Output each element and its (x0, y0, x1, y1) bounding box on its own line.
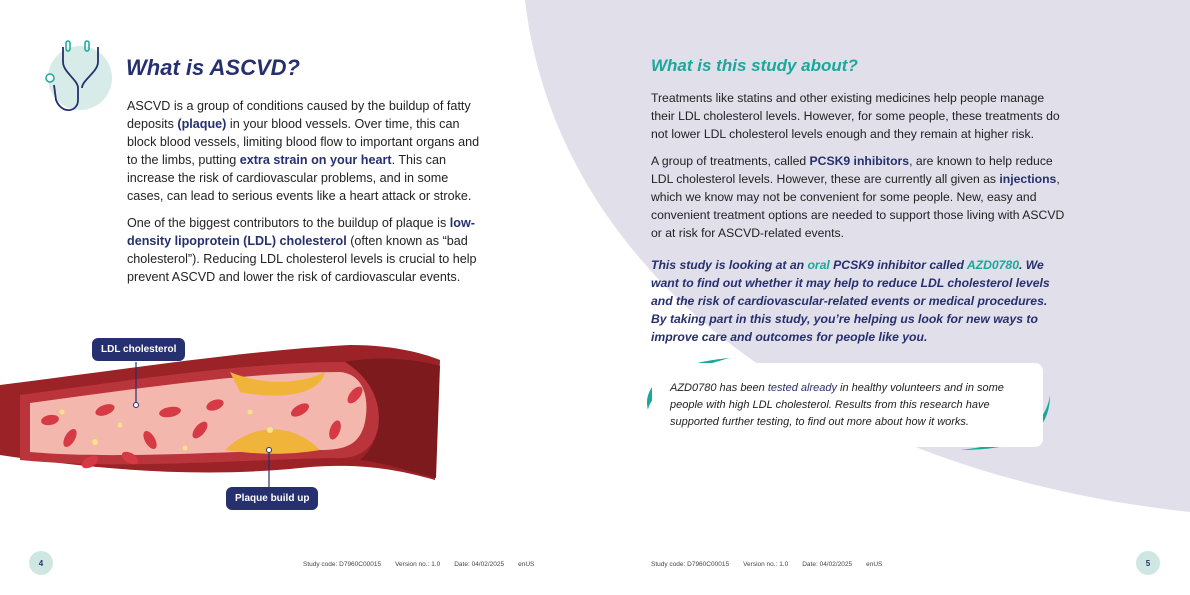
right-page-title: What is this study about? (651, 56, 858, 75)
ascvd-paragraph: ASCVD is a group of conditions caused by the buildup of fatty deposits (plaque) in your blood vessels. Over time, this can block blood vessels, limiting blood flow to important organs and to the limbs, putting extra strain on your heart. This can increase the risk of cardiovascular problems, and in some cases, can lead to serious events like a heart attack or stroke. (127, 99, 480, 203)
version: Version no.: 1.0 (395, 561, 441, 568)
footer-right (651, 561, 882, 568)
footer-left (303, 561, 534, 568)
artery-illustration (0, 345, 440, 480)
study-code: Study code: D7960C00015 (651, 561, 730, 568)
page-number-left: 4 (29, 551, 53, 575)
plaque-build-up-label: Plaque build up (226, 487, 318, 510)
ldl-cholesterol-label: LDL cholesterol (92, 338, 185, 361)
study-paragraph: This study is looking at an oral PCSK9 inhibitor called AZD0780. We want to find out whether it may help to reduce LDL cholesterol levels and the risk of cardiovascular-related events or medical procedures. By taking part in this study, you’re helping us look for new ways to improve care and outcomes for people like you. (651, 258, 1050, 344)
left-body (127, 97, 487, 295)
version: Version no.: 1.0 (743, 561, 789, 568)
pcsk9-paragraph: A group of treatments, called PCSK9 inhibitors, are known to help reduce LDL cholesterol levels. However, these are currently all given as injections, which we know may not be convenient for some people. New, easy and convenient treatment options are needed to support those living with ASCVD or at risk for ASCVD-related events. (651, 154, 1065, 240)
stethoscope-icon (46, 41, 112, 110)
ldl-paragraph: One of the biggest contributors to the buildup of plaque is low-density lipoprotein (LDL) cholesterol (often known as “bad cholesterol”). Reducing LDL cholesterol levels is crucial to help prevent ASCVD and lower the risk of cardiovascular events. (127, 216, 477, 284)
locale: enUS (518, 561, 535, 568)
right-body (651, 89, 1066, 355)
left-page-title: What is ASCVD? (126, 55, 300, 80)
locale: enUS (866, 561, 883, 568)
date: Date: 04/02/2025 (454, 561, 505, 568)
page-number-right: 5 (1136, 551, 1160, 575)
azd0780-callout: AZD0780 has been tested already in healthy volunteers and in some people with high LDL cholesterol. Results from this research have supported further testing, to find out more about how it works. (652, 363, 1043, 447)
treatments-paragraph: Treatments like statins and other existing medicines help people manage their LDL cholesterol levels. However, for some people, these treatments do not lower LDL cholesterol levels enough and they remain at higher risk. (651, 91, 1060, 141)
study-code: Study code: D7960C00015 (303, 561, 382, 568)
date: Date: 04/02/2025 (802, 561, 853, 568)
